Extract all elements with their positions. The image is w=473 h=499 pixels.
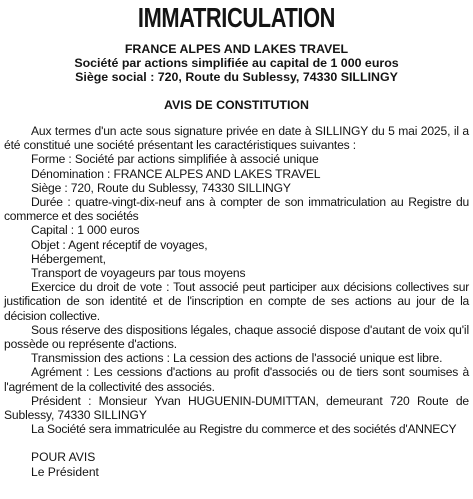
signature-line-2: Le Président bbox=[31, 464, 99, 479]
company-form: Société par actions simplifiée au capital de 1 000 euros bbox=[74, 56, 399, 70]
paragraph-voix: Sous réserve des dispositions légales, chaque associé dispose d'autant de voix qu'il possède ou représente d'actions. bbox=[4, 322, 469, 352]
paragraph-immatriculation: La Société sera immatriculée au Registre du commerce et des sociétés d'ANNECY bbox=[31, 422, 457, 437]
paragraph-vote: Exercice du droit de vote : Tout associé peut participer aux décisions collectives sur justification de son identité et de l'inscription en compte de ses actions au jour de la décision collective. bbox=[4, 280, 469, 323]
paragraph-objet-3: Transport de voyageurs par tous moyens bbox=[31, 266, 246, 281]
paragraph-objet: Objet : Agent réceptif de voyages, bbox=[31, 237, 208, 252]
notice-body bbox=[4, 124, 469, 436]
head-office: Siège social : 720, Route du Sublessy, 74330 SILLINGY bbox=[75, 70, 398, 84]
spacer bbox=[4, 436, 469, 450]
paragraph-denomination: Dénomination : FRANCE ALPES AND LAKES TRAVEL bbox=[31, 166, 321, 181]
paragraph-siege: Siège : 720, Route du Sublessy, 74330 SILLINGY bbox=[31, 180, 291, 195]
paragraph-capital: Capital : 1 000 euros bbox=[31, 223, 140, 238]
paragraph-duree: Durée : quatre-vingt-dix-neuf ans à compter de son immatriculation au Registre du commerce et des sociétés bbox=[4, 195, 469, 224]
paragraph-form: Forme : Société par actions simplifiée à associé unique bbox=[31, 152, 319, 167]
signature-block bbox=[4, 450, 469, 478]
paragraph-transmission: Transmission des actions : La cession des actions de l'associé unique est libre. bbox=[31, 351, 443, 366]
notice-title: IMMATRICULATION bbox=[137, 2, 336, 33]
company-name: FRANCE ALPES AND LAKES TRAVEL bbox=[124, 42, 349, 56]
paragraph-objet-2: Hébergement, bbox=[31, 251, 106, 266]
paragraph-president: Président : Monsieur Yvan HUGUENIN-DUMITTAN, demeurant 720 Route de Sublessy, 74330 SILLINGY bbox=[4, 393, 469, 423]
paragraph-agrement: Agrément : Les cessions d'actions au profit d'associés ou de tiers sont soumises à l'agrément de la collectivité des associés. bbox=[4, 365, 469, 394]
section-title: AVIS DE CONSTITUTION bbox=[163, 98, 310, 112]
signature-line-1: POUR AVIS bbox=[31, 450, 96, 465]
paragraph-intro: Aux termes d'un acte sous signature privée en date à SILLINGY du 5 mai 2025, il a été constitué une société présentant les caractéristiques suivantes : bbox=[4, 124, 469, 153]
